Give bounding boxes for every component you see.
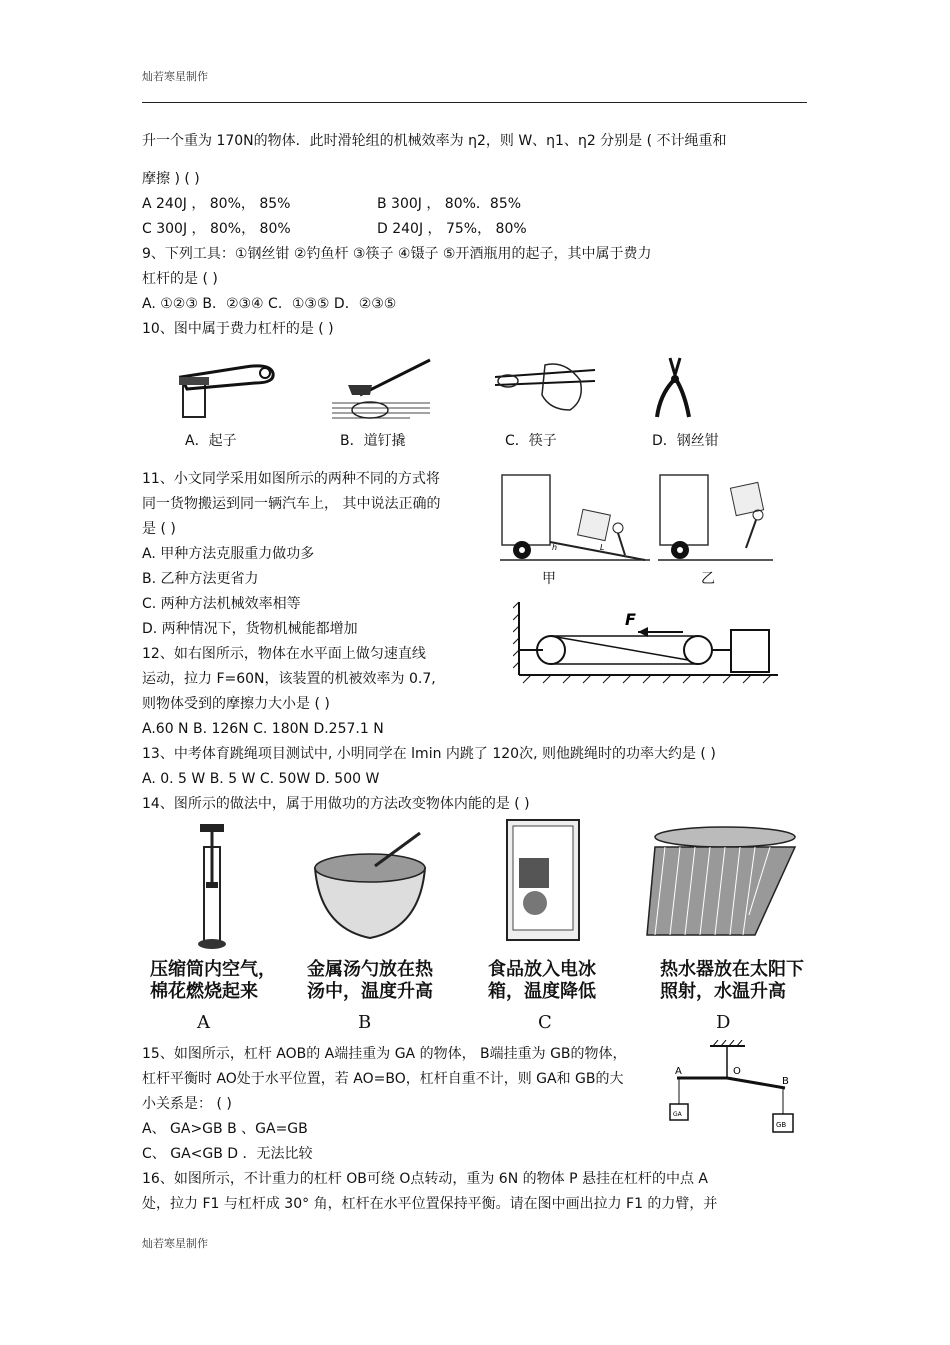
page-footer: 灿若寒星制作 xyxy=(142,1237,208,1250)
q14-letter-d: D xyxy=(716,1012,731,1033)
q14-letter-b: B xyxy=(358,1012,372,1033)
q11-option-d: D. 两种情况下，货物机械能都增加 xyxy=(142,621,358,637)
air-compression-tube-figure xyxy=(180,822,240,952)
q15-option-cd: C、 GA<GB D ．无法比较 xyxy=(142,1146,313,1162)
chopsticks-figure xyxy=(490,355,600,420)
ramp-height-mark: h xyxy=(552,543,558,552)
q11-line3: 是 ( ) xyxy=(142,521,176,537)
q11-option-a: A. 甲种方法克服重力做功多 xyxy=(142,546,315,562)
q11-option-b: B. 乙种方法更省力 xyxy=(142,571,259,587)
q8-option-b: B 300J ， 80%．85% xyxy=(377,196,522,212)
page-header: 灿若寒星制作 xyxy=(142,70,208,83)
q11-fig-label-yi: 乙 xyxy=(701,571,715,587)
q15-line2: 杠杆平衡时 AO处于水平位置，若 AO=BO，杠杆自重不计，则 GA和 GB的大 xyxy=(142,1071,624,1087)
q8-line1: 升一个重为 170N的物体．此时滑轮组的机械效率为 η2，则 W、η1、η2 分别是 ( 不计绳重和 xyxy=(142,133,727,149)
q14-caption-a-line1: 压缩筒内空气， xyxy=(150,959,276,980)
q11-option-c: C. 两种方法机械效率相等 xyxy=(142,596,301,612)
q14-caption-c-line1: 食品放入电冰 xyxy=(488,959,596,980)
q14-caption-b-line1: 金属汤勺放在热 xyxy=(307,959,433,980)
q11-line2: 同一货物搬运到同一辆汽车上， 其中说法正确的 xyxy=(142,496,441,512)
q16-line2: 处，拉力 F1 与杠杆成 30° 角，杠杆在水平位置保持平衡。请在图中画出拉力 F1 的力臂，并 xyxy=(142,1196,718,1212)
q9-options: A. ①②③ B．②③④ C．①③⑤ D．②③⑤ xyxy=(142,296,397,312)
force-f-label: F xyxy=(625,610,636,629)
bottle-opener-figure xyxy=(175,355,285,420)
q13-options: A. 0. 5 W B. 5 W C. 50W D. 500 W xyxy=(142,771,380,787)
q8-option-c: C 300J ， 80%， 80% xyxy=(142,221,291,237)
refrigerator-figure xyxy=(505,818,585,948)
q12-line3: 则物体受到的摩擦力大小是 ( ) xyxy=(142,696,330,712)
q12-line1: 12、如右图所示，物体在水平面上做匀速直线 xyxy=(142,646,426,662)
q8-line2: 摩擦 ) ( ) xyxy=(142,171,200,187)
weight-gb-label: GB xyxy=(776,1121,787,1129)
lever-point-a: A xyxy=(675,1066,682,1077)
q14-caption-c-line2: 箱，温度降低 xyxy=(488,981,596,1002)
truck-carry-figure xyxy=(658,470,773,565)
q12-line2: 运动，拉力 F=60N，该装置的机被效率为 0.7, xyxy=(142,671,436,687)
q10-caption-a: A．起子 xyxy=(185,433,237,449)
spike-bar-figure xyxy=(330,355,440,420)
q12-options: A.60 N B. 126N C. 180N D.257.1 N xyxy=(142,721,384,737)
q15-line1: 15、如图所示，杠杆 AOB的 A端挂重为 GA 的物体， B端挂重为 GB的物体， xyxy=(142,1046,627,1062)
q11-fig-label-jia: 甲 xyxy=(542,571,556,587)
q14-letter-a: A xyxy=(197,1012,210,1033)
lever-point-o: O xyxy=(733,1066,741,1077)
weight-ga-label: GA xyxy=(673,1111,682,1118)
q10-caption-b: B．道钉撬 xyxy=(340,433,406,449)
q11-line1: 11、小文同学采用如图所示的两种不同的方式将 xyxy=(142,471,440,487)
truck-ramp-figure xyxy=(500,470,650,565)
q9-line1: 9、下列工具：①钢丝钳 ②钓鱼杆 ③筷子 ④镊子 ⑤开酒瓶用的起子，其中属于费力 xyxy=(142,246,652,262)
soup-spoon-bowl-figure xyxy=(310,828,430,948)
q13-stem: 13、中考体育跳绳项目测试中, 小明同学在 lmin 内跳了 120次, 则他跳绳时的功率大约是 ( ) xyxy=(142,746,716,762)
pliers-figure xyxy=(645,355,705,420)
lever-point-b: B xyxy=(782,1076,789,1087)
q8-option-d: D 240J ， 75%， 80% xyxy=(377,221,527,237)
q14-caption-a-line2: 棉花燃烧起来 xyxy=(150,981,258,1002)
q15-line3: 小关系是： ( ) xyxy=(142,1096,232,1112)
q14-caption-d-line2: 照射，水温升高 xyxy=(660,981,786,1002)
q16-line1: 16、如图所示，不计重力的杠杆 OB可绕 O点转动，重为 6N 的物体 P 悬挂在杠杆的中点 A xyxy=(142,1171,709,1187)
q10-caption-c: C．筷子 xyxy=(505,433,557,449)
ramp-length-mark: L xyxy=(600,543,605,552)
q8-option-a: A 240J ， 80%， 85% xyxy=(142,196,291,212)
header-divider xyxy=(142,102,807,103)
pulley-friction-figure xyxy=(513,600,783,685)
solar-water-heater-figure xyxy=(645,825,800,945)
lever-aob-figure xyxy=(665,1040,800,1140)
q14-caption-d-line1: 热水器放在太阳下 xyxy=(660,959,804,980)
q15-option-ab: A、 GA>GB B 、GA=GB xyxy=(142,1121,308,1137)
q14-stem: 14、图所示的做法中，属于用做功的方法改变物体内能的是 ( ) xyxy=(142,796,530,812)
q9-line2: 杠杆的是 ( ) xyxy=(142,271,218,287)
q14-letter-c: C xyxy=(538,1012,552,1033)
q14-caption-b-line2: 汤中，温度升高 xyxy=(307,981,433,1002)
q10-caption-d: D．钢丝钳 xyxy=(652,433,719,449)
q10-stem: 10、图中属于费力杠杆的是 ( ) xyxy=(142,321,334,337)
